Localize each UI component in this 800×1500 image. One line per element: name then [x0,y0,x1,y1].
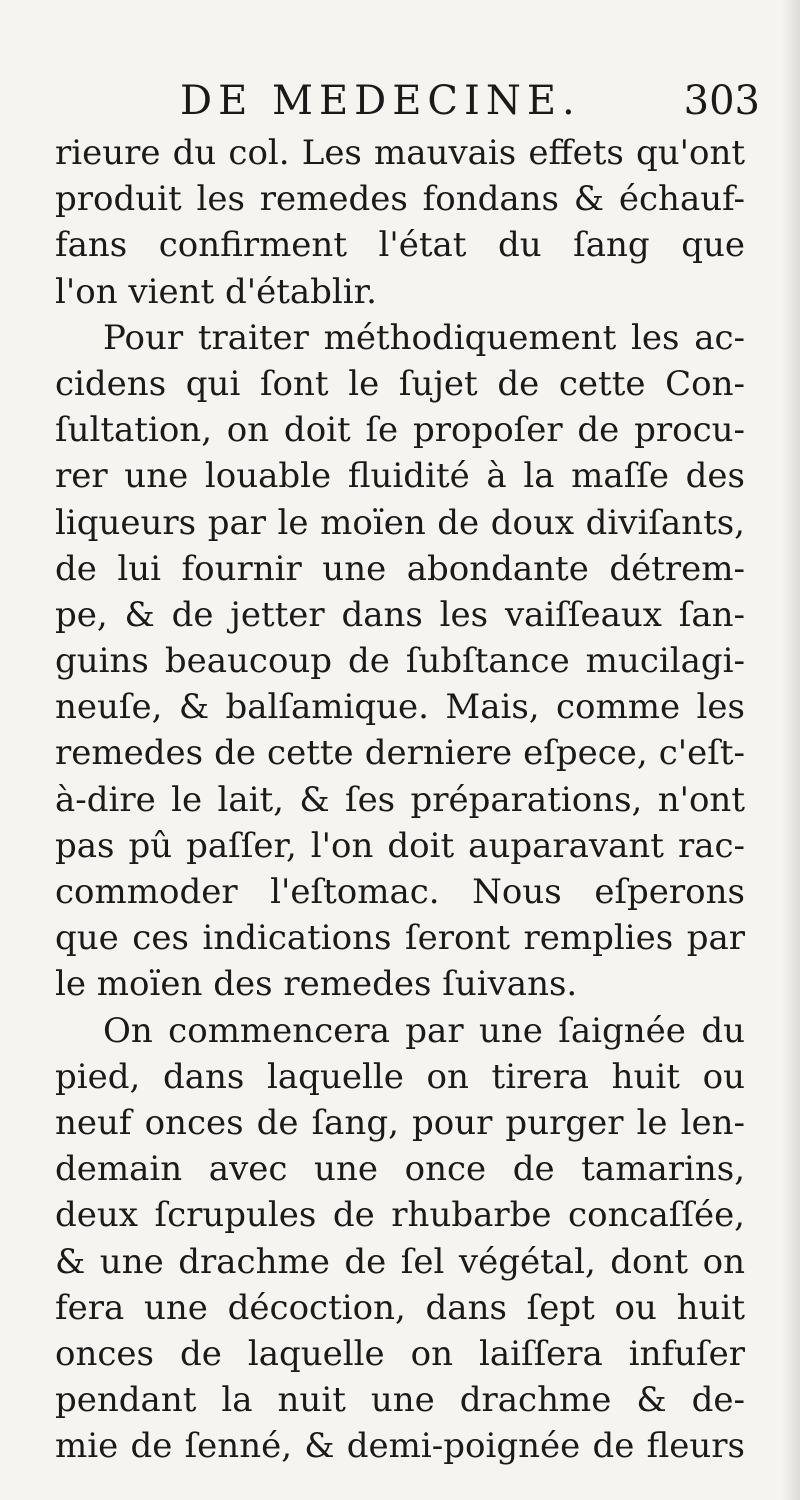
text-line: demain avec une once de tamarins, [55,1149,745,1190]
text-line: à-dire le lait, & ſes préparations, n'ont [55,779,745,820]
text-line: commoder l'eſtomac. Nous eſperons [55,872,745,912]
text-line: rer une louable fluidité à la maſſe des [55,456,745,497]
text-line: fans confirment l'état du ſang que [55,225,745,266]
text-line: que ces indications ſeront remplies par [55,918,745,959]
text-line: liqueurs par le moïen de doux diviſants, [55,502,745,543]
text-line: pe, & de jetter dans les vaiſſeaux ſan- [55,594,745,635]
text-line: On commencera par une ſaignée du [103,1010,745,1051]
text-line: deux ſcrupules de rhubarbe concaſſée, [55,1195,745,1236]
text-line: le moïen des remedes ſuivans. [55,964,578,1005]
text-line: Pour traiter méthodiquement les ac- [103,317,745,358]
text-line: guins beaucoup de ſubſtance mucilagi- [55,641,745,682]
text-line: rieure du col. Les mauvais effets qu'ont [55,133,745,173]
text-line: mie de ſenné, & demi-poignée de fleurs [55,1426,745,1467]
running-title: DE MEDECINE. [180,78,581,124]
text-line: pas pû paſſer, l'on doit auparavant rac- [55,825,745,866]
page-edge-shadow [782,0,800,1500]
text-line: neuſe, & balſamique. Mais, comme les [55,687,745,728]
text-line: ſultation, on doit ſe propoſer de procu- [55,410,745,451]
text-line: remedes de cette derniere eſpece, c'eſt- [55,733,745,774]
text-line: pied, dans laquelle on tirera huit ou [55,1056,745,1097]
text-line: produit les remedes fondans & échauf- [55,179,745,220]
page-number: 303 [683,78,760,124]
text-line: & une drachme de ſel végétal, dont on [55,1241,745,1282]
text-line: cidens qui ſont le ſujet de cette Con- [55,363,745,404]
text-line: de lui fournir une abondante détrem- [55,548,745,589]
text-line: fera une décoction, dans ſept ou huit [55,1287,745,1328]
text-line: onces de laquelle on laiſſera infuſer [55,1333,745,1374]
text-line: neuf onces de ſang, pour purger le len- [55,1102,745,1143]
body-text [55,130,745,1469]
page-header [180,78,760,128]
text-line: l'on vient d'établir. [55,271,377,312]
text-line: pendant la nuit une drachme & de- [55,1380,745,1421]
